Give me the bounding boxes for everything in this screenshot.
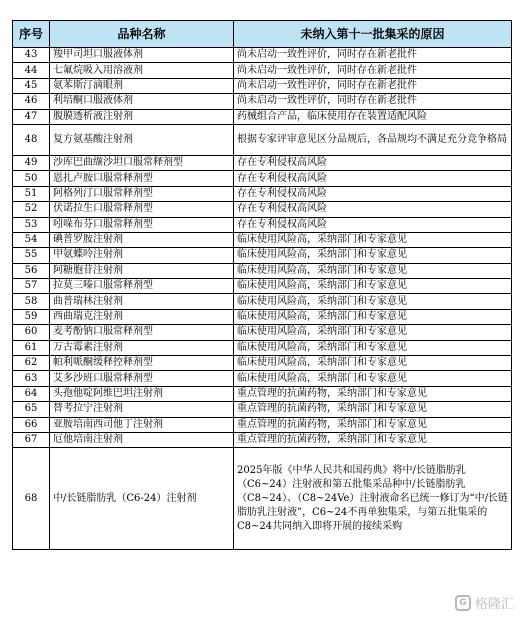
row-drug-name: 阿糖胞苷注射剂: [50, 263, 234, 278]
row-reason: 存在专利侵权高风险: [234, 155, 512, 170]
row-drug-name: 万古霉素注射剂: [50, 340, 234, 355]
table-row: [13, 356, 512, 371]
row-drug-name: 厄他培南注射剂: [50, 432, 234, 447]
row-drug-name: 拉莫三嗪口服常释剂型: [50, 279, 234, 294]
row-index: 51: [13, 186, 50, 201]
row-index: 45: [13, 78, 50, 93]
watermark-text: 格隆汇: [474, 597, 514, 612]
row-reason: 临床使用风险高，采纳部门和专家意见: [234, 248, 512, 263]
row-reason: 临床使用风险高，采纳部门和专家意见: [234, 294, 512, 309]
header-reason: 未纳入第十一批集采的原因: [234, 21, 512, 48]
row-reason: 临床使用风险高，采纳部门和专家意见: [234, 325, 512, 340]
row-drug-name: 七氟烷吸入用溶液剂: [50, 63, 234, 78]
row-index: 43: [13, 48, 50, 63]
row-drug-name: 曲普瑞林注射剂: [50, 294, 234, 309]
table-row: [13, 63, 512, 78]
table-row: [13, 417, 512, 432]
row-reason: 重点管理的抗菌药物，采纳部门和专家意见: [234, 417, 512, 432]
row-drug-name: 沙库巴曲缬沙坦口服常释剂型: [50, 155, 234, 170]
row-drug-name: 恩扎卢胺口服常释剂型: [50, 171, 234, 186]
row-index: 44: [13, 63, 50, 78]
row-reason: 2025年版《中华人民共和国药典》将中/长链脂肪乳（C6~24）注射液和第五批集采品种中/长链脂肪乳（C8~24）、（C8~24Ve）注射液命名已统一修订为“中/长链脂肪乳注射液”，C6~24不再单独集采，与第五批集采的C8~24共同纳入即将开展的接续采购: [234, 448, 512, 550]
row-index: 47: [13, 109, 50, 124]
row-index: 62: [13, 356, 50, 371]
table-row: [13, 386, 512, 401]
row-index: 57: [13, 279, 50, 294]
row-index: 63: [13, 371, 50, 386]
row-drug-name: 艾多沙班口服常释剂型: [50, 371, 234, 386]
table-row: [13, 325, 512, 340]
row-reason: 存在专利侵权高风险: [234, 217, 512, 232]
row-drug-name: 麦考酚钠口服常释剂型: [50, 325, 234, 340]
table-row: [13, 155, 512, 170]
row-drug-name: 吲哚布芬口服常释剂型: [50, 217, 234, 232]
table-row: [13, 217, 512, 232]
table-row: [13, 402, 512, 417]
row-drug-name: 替考拉宁注射剂: [50, 402, 234, 417]
row-index: 49: [13, 155, 50, 170]
row-index: 52: [13, 202, 50, 217]
table-row: [13, 248, 512, 263]
row-index: 59: [13, 309, 50, 324]
row-reason: 存在专利侵权高风险: [234, 186, 512, 201]
row-index: 46: [13, 94, 50, 109]
row-drug-name: 亚胺培南西司他丁注射剂: [50, 417, 234, 432]
table-row: [13, 309, 512, 324]
row-reason: 存在专利侵权高风险: [234, 171, 512, 186]
row-reason: 重点管理的抗菌药物，采纳部门和专家意见: [234, 402, 512, 417]
row-drug-name: 西曲瑞克注射剂: [50, 309, 234, 324]
row-drug-name: 利培酮口服液体剂: [50, 94, 234, 109]
header-index: 序号: [13, 21, 50, 48]
table-row: [13, 448, 512, 550]
row-drug-name: 阿格列汀口服常释剂型: [50, 186, 234, 201]
drug-exclusion-table: [12, 20, 512, 550]
row-index: 68: [13, 448, 50, 550]
row-reason: 临床使用风险高，采纳部门和专家意见: [234, 279, 512, 294]
table-header: [13, 21, 512, 48]
row-reason: 根据专家评审意见区分品规后，各品规均不满足充分竞争格局: [234, 124, 512, 155]
row-index: 56: [13, 263, 50, 278]
table-body: [13, 48, 512, 550]
row-reason: 重点管理的抗菌药物，采纳部门和专家意见: [234, 386, 512, 401]
table-row: [13, 232, 512, 247]
row-index: 53: [13, 217, 50, 232]
row-drug-name: 复方氨基酸注射剂: [50, 124, 234, 155]
row-drug-name: 氨苯斯汀滴眼剂: [50, 78, 234, 93]
row-reason: 存在专利侵权高风险: [234, 202, 512, 217]
row-drug-name: 头孢他啶阿维巴坦注射剂: [50, 386, 234, 401]
row-drug-name: 甲氨蝶呤注射剂: [50, 248, 234, 263]
table-row: [13, 279, 512, 294]
table-row: [13, 186, 512, 201]
table-row: [13, 432, 512, 447]
table-row: [13, 202, 512, 217]
row-drug-name: 羧甲司坦口服液体剂: [50, 48, 234, 63]
row-index: 64: [13, 386, 50, 401]
row-drug-name: 帕利哌酮缓释控释剂型: [50, 356, 234, 371]
row-reason: 临床使用风险高，采纳部门和专家意见: [234, 232, 512, 247]
row-index: 48: [13, 124, 50, 155]
watermark: [455, 593, 514, 612]
row-index: 58: [13, 294, 50, 309]
row-index: 61: [13, 340, 50, 355]
watermark-logo-icon: G: [455, 595, 471, 611]
row-drug-name: 中/长链脂肪乳（C6-24）注射剂: [50, 448, 234, 550]
table-row: [13, 340, 512, 355]
row-index: 66: [13, 417, 50, 432]
row-reason: 尚未启动一致性评价，同时存在新老批件: [234, 78, 512, 93]
row-index: 50: [13, 171, 50, 186]
table-row: [13, 48, 512, 63]
table-row: [13, 94, 512, 109]
row-index: 65: [13, 402, 50, 417]
row-reason: 尚未启动一致性评价，同时存在新老批件: [234, 94, 512, 109]
table-row: [13, 78, 512, 93]
row-reason: 临床使用风险高，采纳部门和专家意见: [234, 340, 512, 355]
row-drug-name: 伏诺拉生口服常释剂型: [50, 202, 234, 217]
row-index: 54: [13, 232, 50, 247]
row-reason: 临床使用风险高，采纳部门和专家意见: [234, 356, 512, 371]
row-drug-name: 碘普罗胺注射剂: [50, 232, 234, 247]
table-row: [13, 124, 512, 155]
table-row: [13, 171, 512, 186]
row-reason: 临床使用风险高，采纳部门和专家意见: [234, 263, 512, 278]
row-reason: 尚未启动一致性评价，同时存在新老批件: [234, 63, 512, 78]
table-row: [13, 371, 512, 386]
table-row: [13, 263, 512, 278]
row-drug-name: 腹膜透析液注射剂: [50, 109, 234, 124]
row-reason: 尚未启动一致性评价，同时存在新老批件: [234, 48, 512, 63]
row-reason: 药械组合产品，临床使用存在装置适配风险: [234, 109, 512, 124]
row-index: 67: [13, 432, 50, 447]
header-drug-name: 品种名称: [50, 21, 234, 48]
row-reason: 重点管理的抗菌药物，采纳部门和专家意见: [234, 432, 512, 447]
row-reason: 临床使用风险高，采纳部门和专家意见: [234, 371, 512, 386]
row-reason: 临床使用风险高，采纳部门和专家意见: [234, 309, 512, 324]
table-row: [13, 109, 512, 124]
row-index: 55: [13, 248, 50, 263]
row-index: 60: [13, 325, 50, 340]
table-row: [13, 294, 512, 309]
